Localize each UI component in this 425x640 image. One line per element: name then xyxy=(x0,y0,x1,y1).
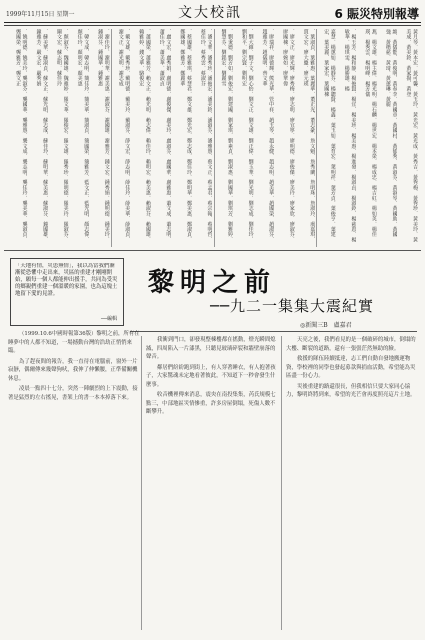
article-paragraph: 災後重建的路還很長，但我相信只要大家同心協力，黎明終將到來，希望的光芒會再度照亮這片土地。 xyxy=(286,383,416,398)
name-column: ．潘文華．潘秀珍．潘俊宏．潘美鈴．潘淑芬．潘雅惠．蔡文正．蔡孟君．蔡宗翰．蔡明哲．蔡佳玲．蔡秀雲．蔡淑芬 xyxy=(199,29,213,243)
section-title: 6 賑災特別報導 xyxy=(334,7,419,21)
headline-rule xyxy=(130,331,417,332)
name-column: ．蔡國雄．蔡雅琪．蔡慧君．鄭文雄．鄭光宏．鄭志成．鄭佳玲．鄭明華．鄭美惠．鄭淑貞．鄭國雄．鄭雅芳．鄭麗華 xyxy=(179,29,192,243)
name-column: ．謝佳玲．謝明華．謝美惠．謝淑芬．謝國雄．謝雅芳．鍾文宏．鍾秀娟．鍾明德．鍾美玲．鍾淑芬．鍾國華．鍾雅惠 xyxy=(97,29,110,243)
article-column xyxy=(286,336,418,632)
name-column: ．楊玉芳．楊和靜．楊俊賢．楊宜．楊美珍．楊美惠．楊進發．楊淑貞．楊淑鈴．楊慈恩．楊敏華．楊琪雯．楊勝雄．楊 xyxy=(343,29,357,243)
article-paragraph: （1999.10.6中國時報第36版）黎明之前，所有在睡夢中的人都不知道，一場撼動台灣的浩劫正悄悄來臨。 xyxy=(8,331,140,354)
article-column xyxy=(8,330,140,632)
name-column: ．劉大維．劉子文．劉心怡．劉文正．劉文雄．劉正偉．劉玉華．劉光明．劉志成．劉佳玲．劉和平．劉宗賢．劉明宏 xyxy=(241,29,254,243)
name-column: ．蕭國榮．蕭雅芳．賴文正．賴光明．賴志偉．賴佳玲．賴明宏．賴美惠．賴淑芬．賴國雄．賴雅婷．錢文華．駱俊宏 xyxy=(138,29,151,243)
masthead-rule-thin xyxy=(4,25,421,26)
name-column: 嘉慧．楊蕙如．楊靜芬．楊聰賢．楊鑫．葉玉如．葉育宏．葉明祥．葉芳貞．葉俊亨．葉建宏．葉美麗．葉家宏．葉國棟 xyxy=(323,29,336,237)
article-subhead: ──九二一集集大震紀實 xyxy=(210,297,375,315)
name-column: ．劉秉德．劉芳如．劉俊宏．劉建國．劉家琪．劉素貞．劉淑惠．劉國華．劉琪芳．劉雅婷．劉慧芬．劉銘宏．劉麗雪 xyxy=(220,29,234,243)
article-paragraph: 救援的隊伍陸續抵達，志工們自動自發地搬運物資，學校裡的同學也發起募款與捐血活動，希望能為災區盡一份心力。 xyxy=(286,356,416,379)
column-rule xyxy=(111,29,112,247)
masthead-rule xyxy=(4,22,421,23)
quote-box xyxy=(10,258,124,326)
name-column: ．廖文正．廖光輝．廖秀梅．廖志明．廖宜寧．廖明德．廖俊傑．廖美玲．廖家欣．廖淑芬．廖國棟．廖婉如．廖華偉 xyxy=(282,29,295,243)
section-divider xyxy=(4,250,421,251)
issue-date: 1999年11月15日 星期一 xyxy=(6,11,75,18)
article-paragraph: 凌晨一點四十七分，突然一陣劇烈的上下震動，接著是猛烈的左右搖晃，書架上的書一本本掉落下來。 xyxy=(8,386,138,401)
article-headline: 黎明之前 xyxy=(148,268,277,298)
name-column: 黃月琴．黃本宏．黃可馨．黃玉玲．黃光宏．黃光成．黃秀吉．黃秀梅．黃秀珍．黃美玲．黃美成．黃美鈴．黃家揚．黃登 xyxy=(405,29,418,243)
name-column: ．廖瑞祥．廖德輝．熊光華．管中祥．趙玉琴．趙永健．趙志明．趙美華．趙國榮．趙淑芬．趙雅芳．趙儀明．齊文華 xyxy=(261,29,275,243)
article-byline: ◎新聞三B 盧嘉君 xyxy=(300,322,352,329)
name-column: 維．黃儀能．黃俊明．黃春李．黃國章．黃國村．黃郁秀．黃淑芬．黃淑琴．黃國助．黃國強．黃楷慈．黃琦．黃蕙琳．黃麗 xyxy=(384,29,398,237)
name-column: ．盧文宏．盧秀娟．盧明德．盧俊傑．盧美玲．盧淑芬．盧國華．盧雅惠．蕭文成．蕭志明．蕭佳玲．蕭美華．蕭淑貞 xyxy=(158,29,172,243)
name-column: ．顏淑芬．魏國雄．魏雅婷．羅文華．羅俊宏．羅文雄．羅秀珍．羅明德．羅美玲．羅淑芬．關文宏．蘇志明．蘇佳玲 xyxy=(56,29,69,243)
article-paragraph: 我衝到門口，卻發現整棟樓都在搖動，燈光瞬間熄滅，四周陷入一片漆黑，只聽見玻璃碎裂和牆壁崩落的聲音。 xyxy=(146,337,276,360)
name-column: ．葉淑貞．葉雅惠．葉麗華．董正光．董志豪．詹文魁．詹秀蘭．詹明珠．詹淑玲．虞嘉琪．賈文宏．廖大慶．廖元瑛 xyxy=(302,29,316,243)
newspaper-title: 文大校訊 xyxy=(178,5,242,21)
name-column: ．蘇美華．蘇淑貞．蘇文正．蘇光明．蘇志成．蘇佳玲．蘇明華．蘇美惠．蘇淑芬．鐘國雄．鐘雅芳．嚴文宏．嚴秀娟 xyxy=(35,29,49,243)
name-column: 燕．楊文雄．楊主偉．楊光明．楊石麟．楊世宏．楊本榮．楊成忠．楊吉紅．楊如英．楊佳瑛．楊秀雲．楊明峰．楊芳儀 xyxy=(364,29,377,237)
article-paragraph: 為了趕夜間的報告，我一直待在電腦前，窗外一片寂靜，偶爾傳來幾聲狗吠，我伸了伸懶腰，正準備關機休息。 xyxy=(8,358,138,382)
article-column xyxy=(146,336,278,632)
column-rule xyxy=(214,29,215,247)
article-paragraph: 天亮之後，我們看見的是一個破碎的城市，倒塌的大樓、斷裂的道路，還有一張張茫然無助的臉。 xyxy=(286,337,416,352)
column-rule xyxy=(316,29,317,247)
article-paragraph: 收音機裡傳來消息，震央在南投集集，芮氏規模七點三，中部地區災情慘重，許多房屋倒塌，死傷人數不斷攀升。 xyxy=(146,392,276,415)
quote-attribution: ──編輯 xyxy=(100,316,117,322)
article-paragraph: 鄰居們紛紛跑到街上，有人穿著睡衣，有人抱著孩子，大家驚魂未定地看著彼此，不知道下一秒會發生什麼事。 xyxy=(146,364,276,388)
name-column: ．韓文成．韓志明．簡佳玲．簡美華．簡淑貞．簡國榮．簡雅芳．藍文正．藍光明．顏志偉．顏佳玲．顏明宏．顏美惠 xyxy=(76,29,90,243)
name-column: ．饒明德．饒美玲．龔淑芬．龔國華．龔雅惠．龔文成．龔志明．龔佳玲．龔美華．龔淑貞．龔國榮．龔雅芳．龔文正 xyxy=(14,29,28,243)
name-column: ．戴文雄．戴秀珍．戴明德．戴美玲．戴淑芬．薛文宏．薛志明．薛佳玲．薛美華．薛淑貞．謝文正．謝光明．謝志成 xyxy=(117,29,131,243)
column-rule xyxy=(281,336,282,630)
column-rule xyxy=(141,336,142,630)
quote-text: 「天地有情，災患無情」，我以為當我們漸漸從恐懼中走出來，災區的重建才剛剛開始，願每一個人都能伸出援手，共同為受災的鄉親們重建一個溫暖的家園，也為這塊土地留下愛的見證。 xyxy=(15,263,118,297)
